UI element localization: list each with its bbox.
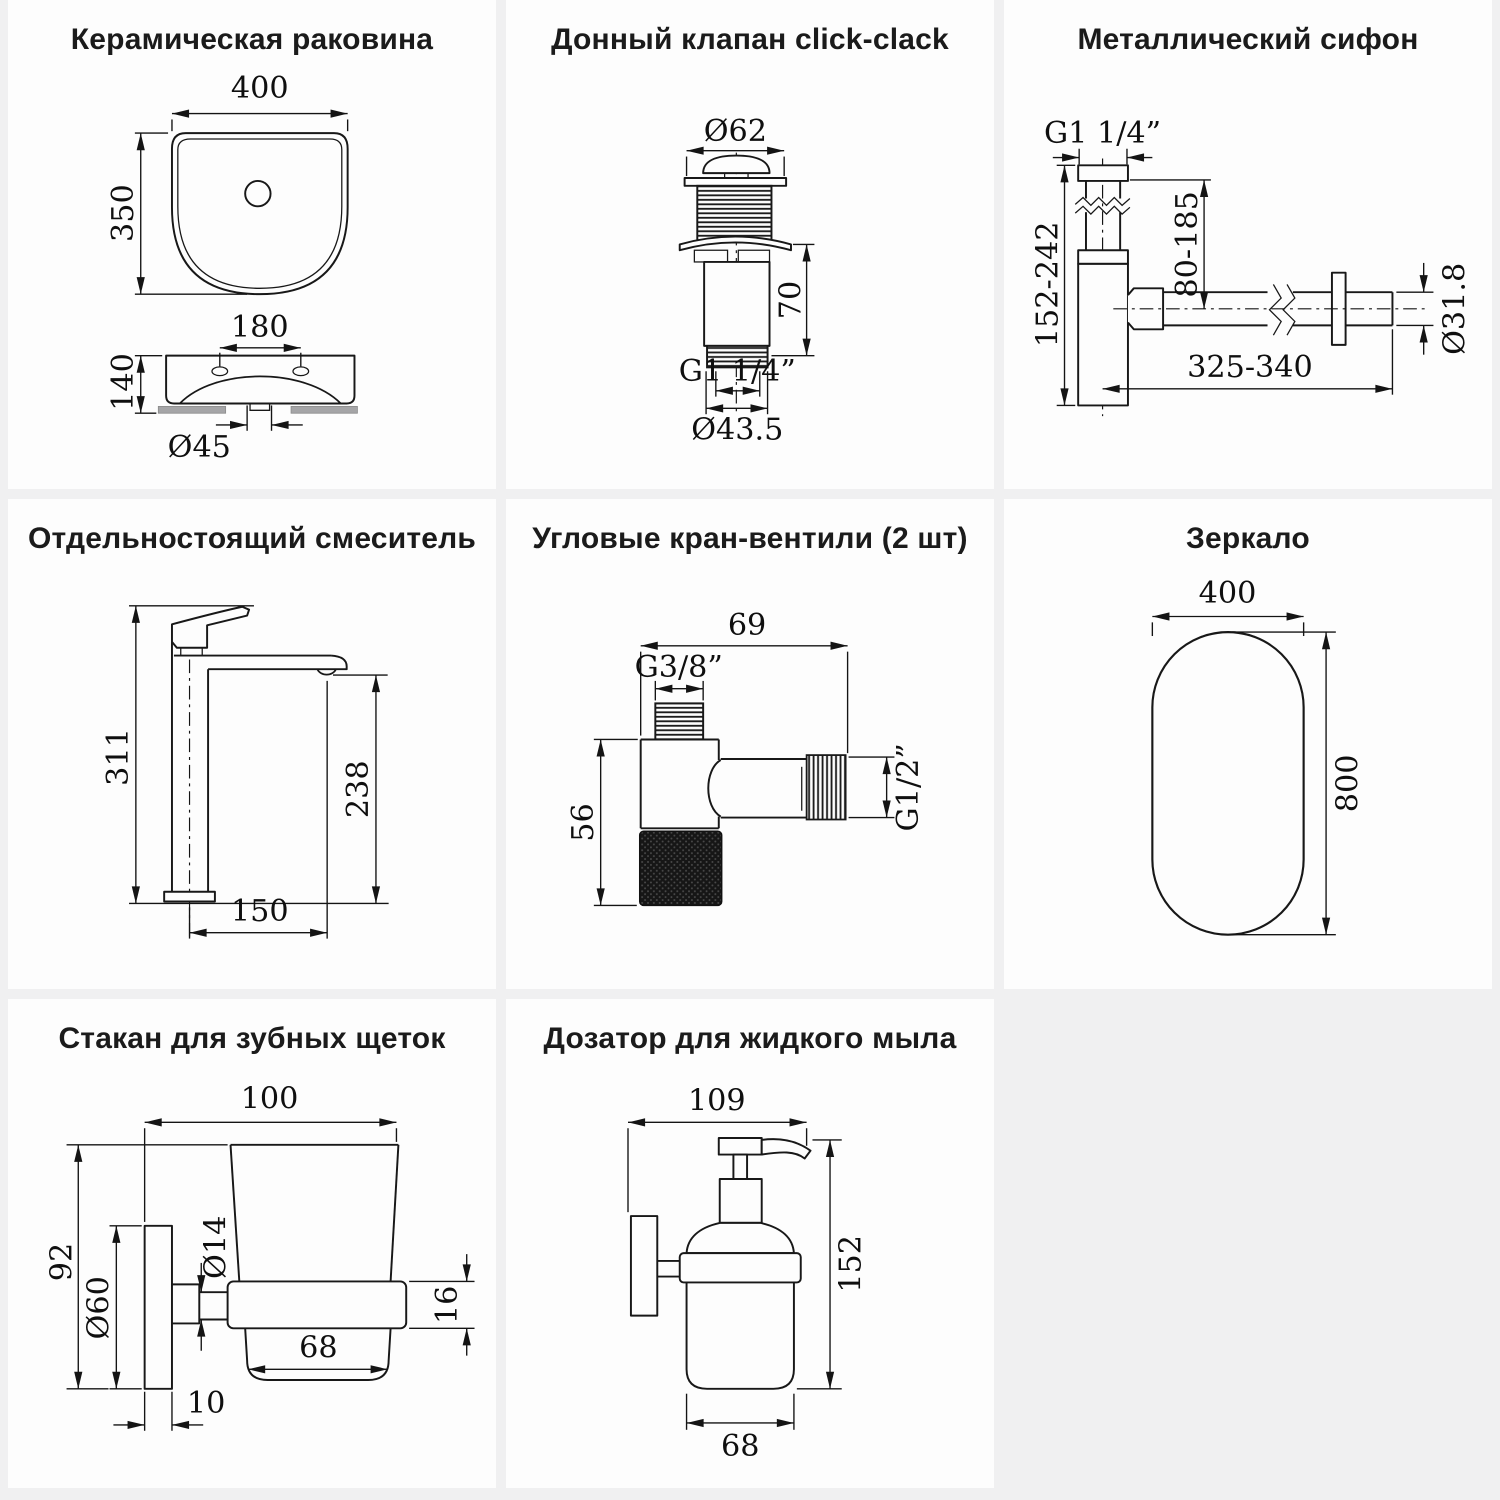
sink-hole-spacing-dim — [220, 310, 301, 366]
panel-mirror — [1004, 499, 1492, 988]
mixer-body — [164, 607, 347, 902]
dim-label: 152 — [833, 1234, 869, 1293]
dim-label: 70 — [773, 280, 809, 320]
angle-valve-body — [640, 704, 846, 906]
dispenser-height-dim — [797, 1140, 868, 1389]
sink-drawing — [8, 58, 496, 489]
mirror-drawing — [1004, 557, 1492, 988]
dim-label: Ø62 — [703, 113, 768, 149]
dim-label: 800 — [1330, 754, 1366, 813]
dim-label: Ø43.5 — [691, 412, 784, 448]
dim-label: 56 — [565, 803, 601, 843]
dim-label: 68 — [299, 1330, 338, 1366]
dim-label: G1 1/4” — [678, 354, 796, 390]
mixer-spout-height-dim — [333, 675, 388, 903]
dim-label: Ø60 — [81, 1275, 117, 1340]
siphon-thread-dim — [1044, 116, 1161, 164]
angle-valve-outlet-thread-dim — [849, 743, 926, 831]
sink-depth-dim — [106, 133, 247, 294]
dim-label: 100 — [240, 1081, 299, 1117]
sink-top-view — [172, 133, 348, 294]
drain-valve-drawing — [506, 58, 994, 489]
dim-label: Ø31.8 — [1437, 262, 1473, 355]
valve-height-dim — [771, 244, 814, 355]
dispenser-bottle-width-dim — [687, 1393, 794, 1463]
knurled-handle — [640, 832, 722, 906]
tumbler-ring-height-dim — [409, 1254, 474, 1356]
dim-label: 10 — [186, 1385, 226, 1421]
angle-valve-drawing — [506, 557, 994, 988]
dim-label: Ø45 — [167, 430, 231, 466]
dim-label: G3/8” — [634, 650, 723, 686]
valve-body — [680, 156, 791, 368]
dim-label: 152-242 — [1030, 221, 1066, 348]
panel-mixer — [8, 499, 496, 988]
sink-side-view — [158, 356, 357, 414]
panel-dispenser-title: Дозатор для жидкого мыла — [543, 1021, 957, 1055]
mount-strip-left — [158, 406, 225, 413]
tumbler-width-dim — [145, 1081, 397, 1221]
angle-valve-inlet-thread-dim — [635, 650, 723, 700]
panel-angle-valve — [506, 499, 994, 988]
dispenser-drawing — [506, 1057, 994, 1488]
panel-drain-valve — [506, 0, 994, 489]
panel-sink-title: Керамическая раковина — [70, 23, 434, 56]
dim-label: 16 — [429, 1285, 465, 1324]
valve-thread-dim — [679, 354, 796, 397]
mixer-drawing — [8, 557, 496, 988]
dim-label: 238 — [341, 760, 377, 819]
tumbler-cup-width-dim — [248, 1330, 388, 1369]
mount-strip-right — [291, 406, 357, 413]
mixer-total-height-dim — [101, 606, 389, 904]
panel-tumbler — [8, 999, 496, 1488]
dim-label: Ø14 — [198, 1215, 234, 1279]
panel-angle-valve-title: Угловые кран-вентили (2 шт) — [532, 522, 968, 556]
dim-label: 400 — [1198, 576, 1257, 612]
dim-label: 311 — [101, 728, 137, 787]
sink-drain-dim — [168, 405, 303, 465]
dim-label: 109 — [687, 1083, 746, 1119]
dim-label: G1/2” — [890, 743, 926, 832]
panel-dispenser — [506, 999, 994, 1488]
siphon-length-dim — [1103, 329, 1393, 394]
sink-width-dim — [172, 71, 348, 131]
dim-label: 140 — [105, 353, 141, 411]
sink-height-dim — [106, 353, 162, 413]
panel-tumbler-title: Стакан для зубных щеток — [58, 1021, 446, 1055]
tumbler-plate-dia-dim — [82, 1225, 142, 1388]
dim-label: 150 — [230, 894, 289, 930]
siphon-height-dim — [1031, 165, 1076, 405]
angle-valve-height-dim — [566, 740, 638, 906]
dispenser-body — [631, 1138, 811, 1389]
tumbler-body — [145, 1144, 407, 1388]
dim-label: 69 — [727, 608, 767, 644]
siphon-drawing — [1004, 58, 1492, 489]
mirror-width-dim — [1152, 576, 1303, 636]
panel-mirror-title: Зеркало — [1186, 522, 1310, 556]
dim-label: 68 — [720, 1428, 760, 1464]
dim-label: 180 — [230, 310, 289, 346]
tumbler-drawing — [8, 1057, 496, 1488]
dim-label: 325-340 — [1187, 350, 1313, 386]
mirror-outline — [1152, 632, 1303, 935]
panel-mixer-title: Отдельностоящий смеситель — [27, 522, 477, 556]
panel-sink — [8, 0, 496, 489]
dim-label: 80-185 — [1170, 191, 1206, 298]
dim-label: 350 — [105, 184, 141, 243]
panel-siphon-title: Металлический сифон — [1077, 23, 1419, 56]
dim-label: 400 — [230, 70, 289, 106]
empty-cell — [1004, 999, 1492, 1488]
panel-drain-valve-title: Донный клапан click-clack — [551, 23, 949, 56]
dim-label: 92 — [44, 1242, 80, 1281]
tumbler-plate-thickness-dim — [113, 1386, 225, 1431]
panel-siphon — [1004, 0, 1492, 489]
dim-label: G1 1/4” — [1043, 115, 1162, 151]
